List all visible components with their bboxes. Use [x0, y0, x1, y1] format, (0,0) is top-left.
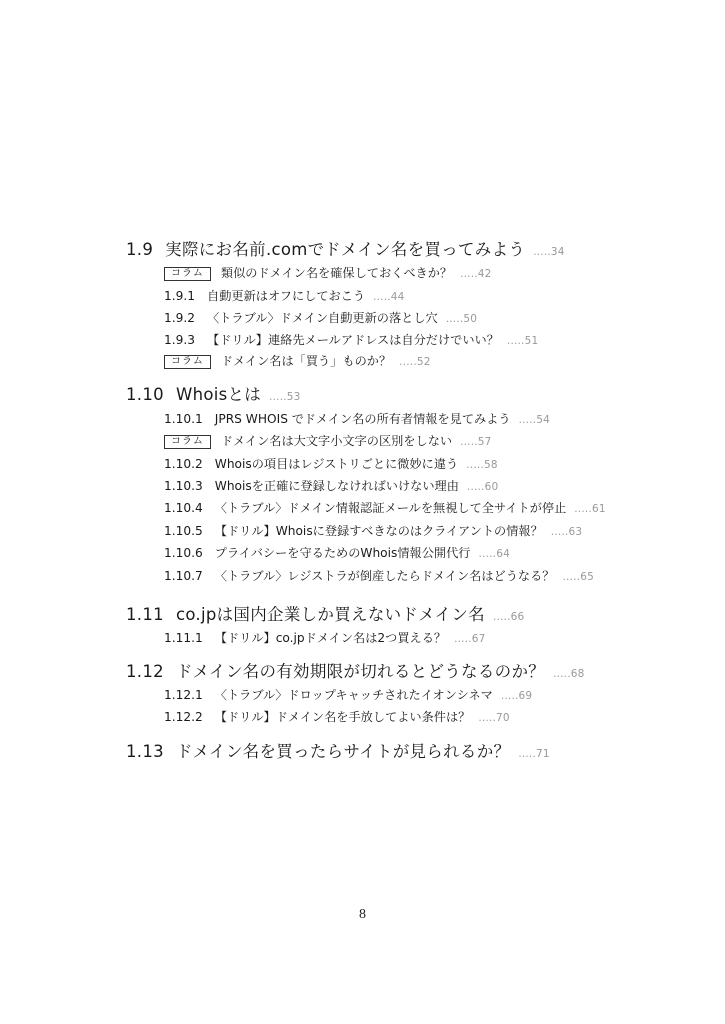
- toc-page: .....60: [466, 481, 499, 493]
- toc-number: 1.11: [126, 605, 164, 624]
- toc-number: 1.10.4: [164, 501, 203, 515]
- toc-section: [164, 477, 498, 494]
- toc-page: .....67: [454, 633, 486, 645]
- toc-chapter: [126, 658, 585, 682]
- toc-title: 【ドリル】Whoisに登録すべきなのはクライアントの情報？: [214, 524, 543, 538]
- toc-number: 1.10.3: [164, 479, 203, 493]
- toc-number: 1.11.1: [164, 631, 203, 645]
- toc-number: 1.13: [126, 742, 164, 761]
- toc-page: .....44: [373, 291, 405, 303]
- toc-page: .....54: [518, 414, 551, 426]
- toc-title: co.jpは国内企業しか買えないドメイン名: [175, 605, 485, 624]
- toc-section: [164, 455, 498, 472]
- toc-title: Whoisとは: [175, 385, 262, 404]
- toc-number: 1.9.1: [164, 289, 196, 303]
- toc-section: [164, 708, 510, 725]
- toc-number: 1.9.2: [164, 311, 196, 325]
- toc-title: 【ドリル】連絡先メールアドレスは自分だけでいい？: [207, 333, 499, 347]
- toc-column: [164, 432, 492, 450]
- toc-section: [164, 629, 486, 646]
- toc-title: 自動更新はオフにしておこう: [207, 289, 366, 303]
- toc-section: [164, 331, 538, 348]
- toc-title: Whoisを正確に登録しなければいけない理由: [214, 479, 459, 493]
- toc-page: .....51: [506, 335, 539, 347]
- toc-page: .....50: [445, 313, 478, 325]
- toc-page: .....64: [478, 548, 510, 560]
- toc-number: 1.10.7: [164, 569, 203, 583]
- toc-title: 〈トラブル〉ドロップキャッチされたイオンシネマ: [214, 688, 493, 702]
- toc-number: 1.12.1: [164, 688, 203, 702]
- toc-title: 【ドリル】co.jpドメイン名は2つ買える？: [214, 631, 447, 645]
- toc-title: 〈トラブル〉ドメイン自動更新の落とし穴: [207, 311, 438, 325]
- toc-number: 1.10.6: [164, 546, 203, 560]
- toc-page: .....42: [460, 268, 492, 280]
- toc-number: 1.10.1: [164, 412, 203, 426]
- toc-chapter: [126, 738, 550, 762]
- toc-title: ドメイン名の有効期限が切れるとどうなるのか？: [175, 662, 546, 681]
- toc-chapter: [126, 236, 565, 260]
- toc-title: プライバシーを守るためのWhois情報公開代行: [214, 546, 471, 560]
- toc-number: 1.12.2: [164, 710, 203, 724]
- toc-page: .....34: [533, 246, 565, 258]
- toc-title: Whoisの項目はレジストリごとに微妙に違う: [214, 457, 459, 471]
- toc-number: 1.10: [126, 385, 164, 404]
- toc-title: ドメイン名は大文字小文字の区別をしない: [220, 434, 453, 448]
- toc-page: .....52: [399, 356, 431, 368]
- column-tag: コラム: [164, 435, 211, 449]
- toc-chapter: [126, 381, 301, 405]
- toc-title: 〈トラブル〉レジストラが倒産したらドメイン名はどうなる？: [214, 569, 555, 583]
- toc-page: .....68: [553, 668, 585, 680]
- toc-title: 【ドリル】ドメイン名を手放してよい条件は？: [214, 710, 471, 724]
- toc-title: 類似のドメイン名を確保しておくべきか？: [220, 266, 453, 280]
- toc-title: ドメイン名を買ったらサイトが見られるか？: [175, 742, 511, 761]
- toc-section: [164, 410, 550, 427]
- toc-page: .....65: [562, 571, 594, 583]
- toc-page: .....58: [466, 459, 498, 471]
- toc-section: [164, 522, 582, 539]
- toc-page: .....69: [500, 690, 533, 702]
- toc-page: .....61: [574, 503, 606, 515]
- toc-section: [164, 567, 594, 584]
- toc-title: 実際にお名前.comでドメイン名を買ってみよう: [165, 240, 526, 259]
- toc-page: .....71: [518, 748, 550, 760]
- page-number: 8: [359, 907, 366, 922]
- toc-section: [164, 287, 405, 304]
- toc-number: 1.9.3: [164, 333, 196, 347]
- toc-section: [164, 686, 532, 703]
- toc-section: [164, 499, 606, 516]
- toc-title: 〈トラブル〉ドメイン情報認証メールを無視して全サイトが停止: [214, 501, 567, 515]
- toc-title: ドメイン名は「買う」ものか？: [220, 354, 392, 368]
- toc-chapter: [126, 601, 524, 625]
- toc-number: 1.12: [126, 662, 164, 681]
- toc-page: .....63: [550, 526, 583, 538]
- toc-page: .....57: [460, 436, 492, 448]
- toc-section: [164, 309, 477, 326]
- toc-column: [164, 352, 431, 370]
- toc-number: 1.10.5: [164, 524, 203, 538]
- toc-number: 1.9: [126, 240, 154, 259]
- column-tag: コラム: [164, 355, 211, 369]
- toc-title: JPRS WHOIS でドメイン名の所有者情報を見てみよう: [214, 412, 511, 426]
- toc-page: .....66: [492, 611, 525, 623]
- toc-page: .....53: [269, 391, 301, 403]
- column-tag: コラム: [164, 267, 211, 281]
- toc-column: [164, 264, 492, 282]
- toc-number: 1.10.2: [164, 457, 203, 471]
- toc-page: .....70: [478, 712, 510, 724]
- toc-section: [164, 544, 510, 561]
